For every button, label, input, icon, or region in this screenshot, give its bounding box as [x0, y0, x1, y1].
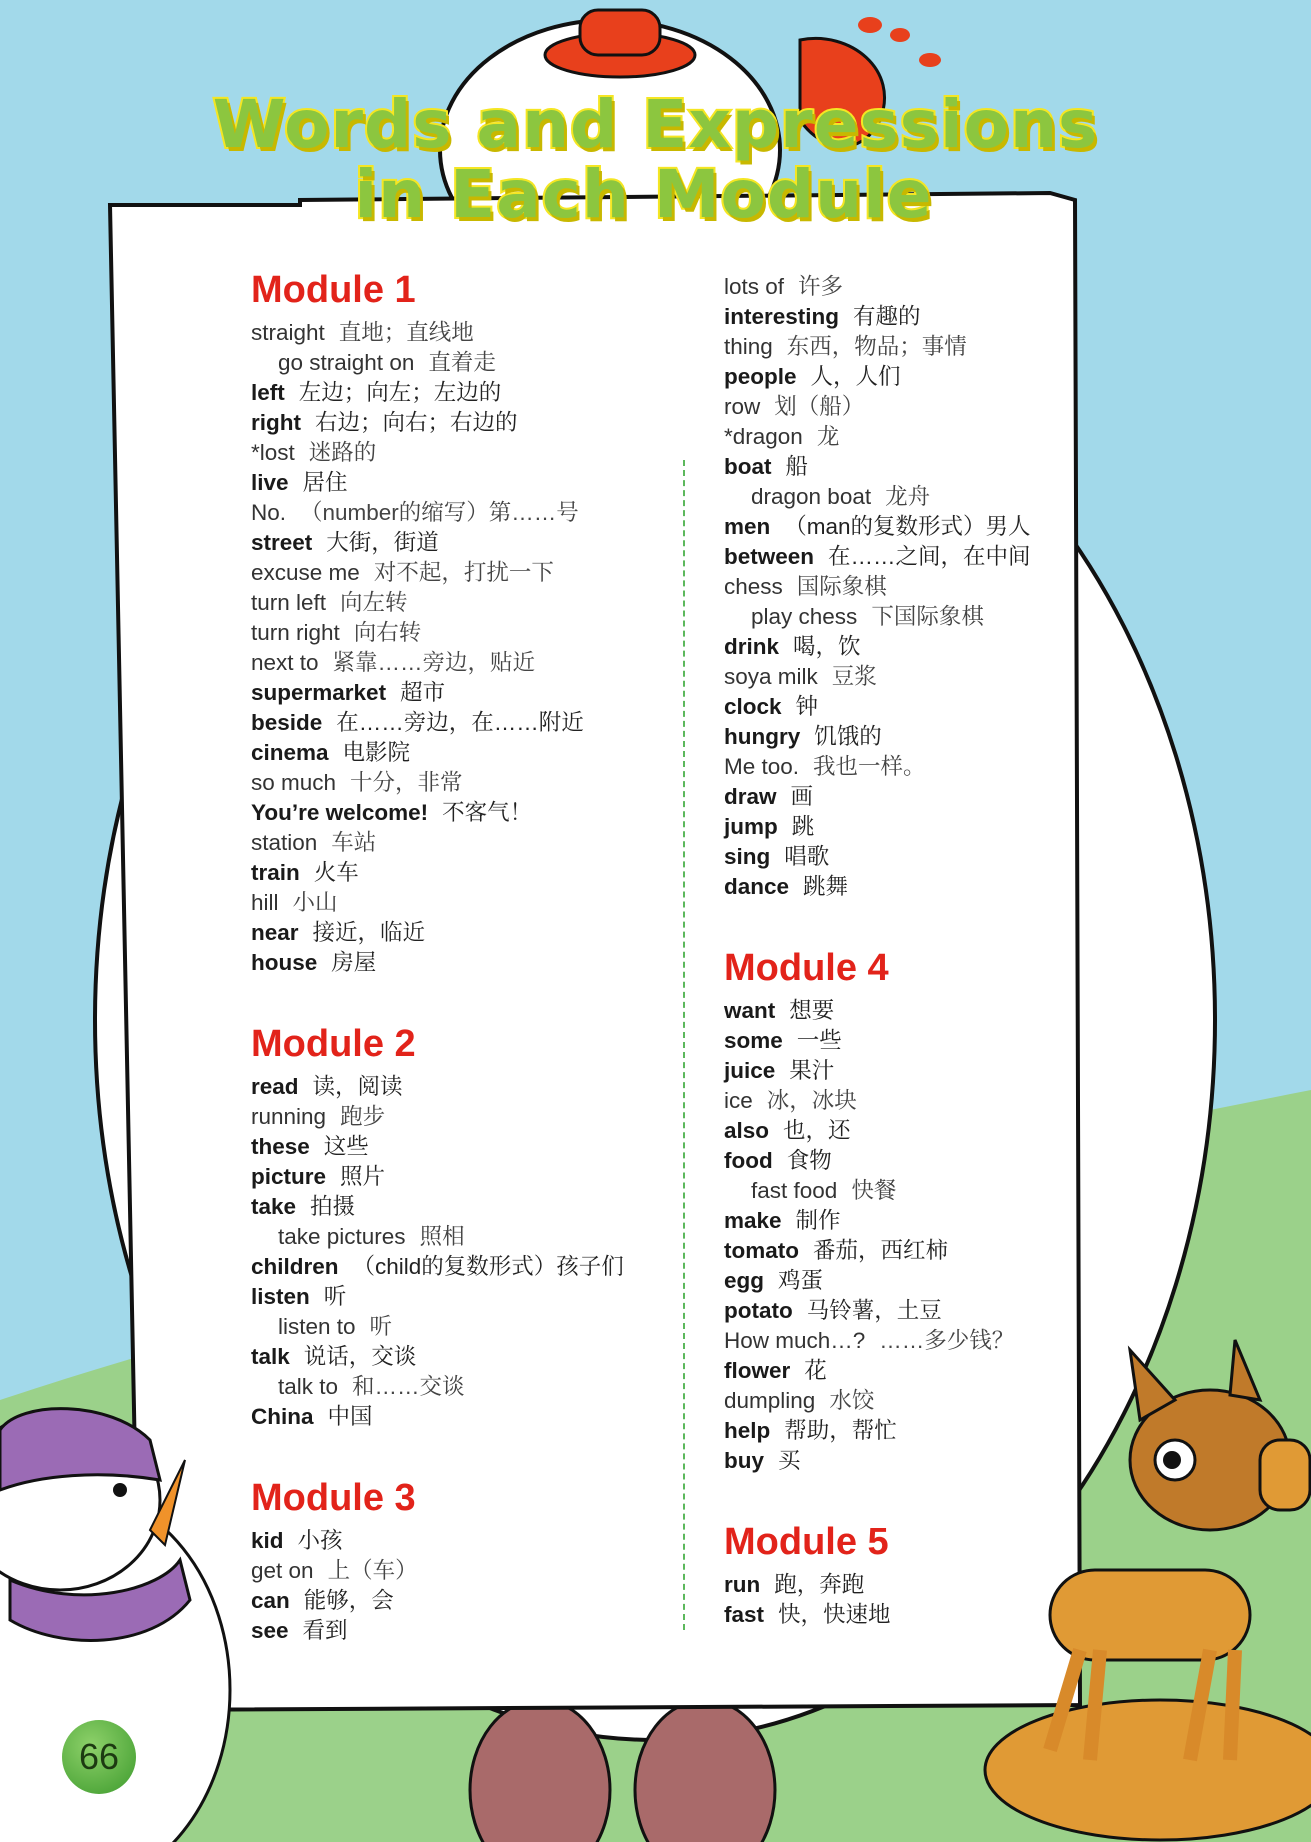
vocab-english: station [251, 830, 318, 855]
vocab-chinese: 唱歌 [784, 844, 830, 869]
module-section [724, 946, 1124, 1476]
vocab-entry [724, 482, 1124, 512]
vocab-entry [724, 782, 1124, 812]
vocab-entry [251, 768, 671, 798]
vocab-chinese: 拍摄 [310, 1194, 356, 1219]
vocab-entry [251, 648, 671, 678]
vocab-entry [724, 1026, 1124, 1056]
vocab-chinese: 帮助，帮忙 [784, 1418, 897, 1443]
vocab-chinese: 快，快速地 [778, 1602, 891, 1627]
vocab-english: dragon boat [751, 484, 872, 509]
vocab-english: jump [724, 814, 778, 839]
vocab-chinese: （number的缩写）第……号 [300, 500, 579, 525]
vocab-chinese: 果汁 [789, 1058, 835, 1083]
vocab-entry [724, 1236, 1124, 1266]
vocab-english: straight [251, 320, 325, 345]
vocab-entry [724, 1600, 1124, 1630]
vocab-entry [724, 1446, 1124, 1476]
vocab-entry [251, 708, 671, 738]
vocab-chinese: 说话，交谈 [303, 1344, 417, 1369]
vocab-entry [724, 272, 1124, 302]
vocab-entry [724, 662, 1124, 692]
vocab-english: people [724, 364, 797, 389]
vocab-chinese: 车站 [331, 830, 377, 855]
vocab-english: egg [724, 1268, 765, 1293]
vocab-english: excuse me [251, 560, 360, 585]
vocab-english: men [724, 514, 771, 539]
vocab-english: tomato [724, 1238, 799, 1263]
vocab-entry [724, 632, 1124, 662]
vocab-entry [251, 948, 671, 978]
vocab-entry [251, 858, 671, 888]
vocab-chinese: 小孩 [297, 1528, 343, 1553]
vocab-english: flower [724, 1358, 791, 1383]
vocab-english: so much [251, 770, 337, 795]
vocab-entry [724, 996, 1124, 1026]
page-number: 66 [62, 1720, 136, 1794]
vocab-entry [724, 332, 1124, 362]
module-section [724, 1520, 1124, 1630]
vocab-chinese: 上（车） [327, 1558, 418, 1583]
vocab-chinese: 豆浆 [831, 664, 877, 689]
vocab-chinese: 看到 [302, 1618, 348, 1643]
vocab-english: turn left [251, 590, 327, 615]
vocab-english: running [251, 1104, 327, 1129]
vocab-chinese: 跳 [791, 814, 815, 839]
vocab-english: go straight on [278, 350, 415, 375]
vocab-chinese: 冰，冰块 [766, 1088, 857, 1113]
vocab-entry [724, 812, 1124, 842]
vocab-english: near [251, 920, 299, 945]
vocab-entry [251, 1132, 671, 1162]
vocab-chinese: 买 [778, 1448, 801, 1473]
vocab-english: China [251, 1404, 314, 1429]
vocab-entry [724, 1206, 1124, 1236]
section-gap [251, 978, 671, 1022]
vocab-english: buy [724, 1448, 765, 1473]
vocab-chinese: 龙 [816, 424, 840, 449]
vocab-chinese: 左边；向左；左边的 [298, 380, 502, 405]
vocab-english: play chess [751, 604, 858, 629]
vocab-chinese: 这些 [323, 1134, 369, 1159]
vocab-chinese: 画 [790, 784, 814, 809]
vocab-chinese: 电影院 [342, 740, 411, 765]
section-gap [724, 902, 1124, 946]
vocab-english: *dragon [724, 424, 803, 449]
vocab-chinese: 喝，饮 [793, 634, 861, 659]
vocab-entry [724, 572, 1124, 602]
vocab-entry [724, 872, 1124, 902]
vocab-chinese: 花 [804, 1358, 827, 1383]
vocab-english: boat [724, 454, 772, 479]
vocab-english: right [251, 410, 301, 435]
vocab-entry [251, 1192, 671, 1222]
vocab-english: row [724, 394, 761, 419]
vocab-entry [251, 798, 671, 828]
vocab-entry [724, 542, 1124, 572]
vocab-chinese: 想要 [789, 998, 835, 1023]
vocab-chinese: 下国际象棋 [871, 604, 984, 629]
vocab-english: listen [251, 1284, 310, 1309]
vocab-english: see [251, 1618, 289, 1643]
vocab-entry [251, 888, 671, 918]
vocab-english: house [251, 950, 318, 975]
vocab-chinese: 也，还 [783, 1118, 851, 1143]
vocab-entry [251, 738, 671, 768]
vocab-english: want [724, 998, 776, 1023]
vocab-chinese: 小山 [292, 890, 338, 915]
vocab-entry [251, 918, 671, 948]
vocab-chinese: 国际象棋 [796, 574, 887, 599]
vocab-chinese: 龙舟 [885, 484, 931, 509]
vocab-chinese: 能够，会 [303, 1588, 394, 1613]
vocab-entry [251, 438, 671, 468]
right-column [724, 272, 1124, 1630]
vocab-chinese: 人，人们 [810, 364, 901, 389]
vocab-chinese: 右边；向右；右边的 [315, 410, 518, 435]
vocab-chinese: 和……交谈 [352, 1374, 465, 1399]
vocab-entry [724, 302, 1124, 332]
vocab-chinese: 水饺 [829, 1388, 875, 1413]
vocab-english: chess [724, 574, 783, 599]
vocab-chinese: 火车 [313, 860, 359, 885]
vocab-entry [251, 318, 671, 348]
vocab-chinese: 十分，非常 [350, 770, 463, 795]
vocab-chinese: 食物 [786, 1148, 832, 1173]
vocab-entry [724, 1356, 1124, 1386]
vocab-entry [724, 1116, 1124, 1146]
vocab-chinese: 鸡蛋 [778, 1268, 824, 1293]
vocab-entry [251, 618, 671, 648]
vocab-english: clock [724, 694, 782, 719]
vocab-english: dance [724, 874, 790, 899]
vocab-entry [724, 1386, 1124, 1416]
vocab-entry [724, 1296, 1124, 1326]
vocab-entry [251, 1586, 671, 1616]
vocab-chinese: 在……旁边，在……附近 [336, 710, 584, 735]
vocab-entry [724, 722, 1124, 752]
vocab-english: supermarket [251, 680, 387, 705]
vocab-english: thing [724, 334, 773, 359]
vocab-entry [724, 1056, 1124, 1086]
section-gap [724, 1476, 1124, 1520]
vocab-chinese: 直地；直线地 [338, 320, 474, 345]
vocab-english: No. [251, 500, 287, 525]
vocab-english: some [724, 1028, 783, 1053]
vocab-english: left [251, 380, 285, 405]
vocab-entry [251, 1162, 671, 1192]
vocab-entry [251, 528, 671, 558]
vocab-english: soya milk [724, 664, 818, 689]
vocab-english: interesting [724, 304, 840, 329]
vocab-entry [251, 678, 671, 708]
vocab-english: fast food [751, 1178, 838, 1203]
vocab-entry [251, 1072, 671, 1102]
vocab-entry [251, 348, 671, 378]
vocab-english: help [724, 1418, 771, 1443]
module-section [724, 272, 1124, 902]
vocab-chinese: 马铃薯，土豆 [806, 1298, 942, 1323]
vocab-chinese: 直着走 [428, 350, 496, 375]
left-column [251, 268, 671, 1646]
vocab-english: *lost [251, 440, 295, 465]
vocab-entry [251, 558, 671, 588]
vocab-english: listen to [278, 1314, 356, 1339]
vocab-chinese: 制作 [795, 1208, 841, 1233]
vocab-chinese: 跳舞 [803, 874, 849, 899]
vocab-english: children [251, 1254, 339, 1279]
vocab-chinese: 划（船） [774, 394, 865, 419]
vocab-english: take pictures [278, 1224, 406, 1249]
section-gap [251, 1432, 671, 1476]
vocab-chinese: 大街，街道 [326, 530, 439, 555]
vocab-english: food [724, 1148, 773, 1173]
vocab-english: next to [251, 650, 319, 675]
vocab-english: live [251, 470, 289, 495]
vocab-chinese: 照相 [419, 1224, 465, 1249]
vocab-entry [724, 1176, 1124, 1206]
vocab-entry [251, 1312, 671, 1342]
vocab-chinese: 迷路的 [308, 440, 377, 465]
vocab-entry [724, 422, 1124, 452]
vocab-entry [724, 392, 1124, 422]
module-heading: Module 5 [724, 1521, 889, 1563]
vocab-chinese: 中国 [327, 1404, 373, 1429]
vocab-chinese: 听 [369, 1314, 393, 1339]
vocab-chinese: 向左转 [340, 590, 408, 615]
vocab-entry [251, 1282, 671, 1312]
vocab-english: beside [251, 710, 323, 735]
vocab-chinese: 跑，奔跑 [774, 1572, 865, 1597]
vocab-entry [251, 498, 671, 528]
vocab-english: run [724, 1572, 761, 1597]
vocab-entry [724, 602, 1124, 632]
vocab-chinese: 船 [785, 454, 809, 479]
vocab-entry [724, 752, 1124, 782]
vocab-chinese: 番茄，西红柿 [813, 1238, 949, 1263]
vocab-english: between [724, 544, 815, 569]
vocab-english: get on [251, 1558, 314, 1583]
vocab-english: take [251, 1194, 297, 1219]
vocab-english: hill [251, 890, 279, 915]
module-section [251, 1022, 671, 1432]
vocab-chinese: 不客气！ [442, 800, 533, 825]
vocab-chinese: 照片 [340, 1164, 386, 1189]
vocab-english: these [251, 1134, 310, 1159]
vocab-entry [724, 1086, 1124, 1116]
vocab-english: fast [724, 1602, 765, 1627]
vocab-entry [251, 1252, 671, 1282]
vocab-english: potato [724, 1298, 793, 1323]
vocab-english: hungry [724, 724, 801, 749]
vocab-chinese: （child的复数形式）孩子们 [352, 1254, 624, 1279]
vocab-entry [251, 408, 671, 438]
vocab-entry [724, 1266, 1124, 1296]
vocab-english: drink [724, 634, 780, 659]
vocab-chinese: 东西，物品；事情 [786, 334, 967, 359]
vocab-chinese: 我也一样。 [813, 754, 926, 779]
vocab-entry [724, 1416, 1124, 1446]
vocab-entry [724, 362, 1124, 392]
vocab-english: train [251, 860, 300, 885]
vocab-entry [724, 692, 1124, 722]
vocab-chinese: 对不起，打扰一下 [373, 560, 554, 585]
vocab-english: picture [251, 1164, 327, 1189]
vocab-english: turn right [251, 620, 340, 645]
vocab-chinese: 钟 [795, 694, 819, 719]
vocab-chinese: 紧靠……旁边，贴近 [332, 650, 536, 675]
vocab-chinese: 房屋 [331, 950, 377, 975]
vocab-entry [251, 828, 671, 858]
vocab-entry [724, 452, 1124, 482]
vocab-entry [724, 1146, 1124, 1176]
vocab-chinese: 有趣的 [853, 304, 921, 329]
vocab-chinese: 跑步 [340, 1104, 386, 1129]
vocab-chinese: 读，阅读 [312, 1074, 403, 1099]
vocab-chinese: 许多 [798, 274, 844, 299]
vocab-entry [251, 1526, 671, 1556]
vocab-entry [724, 1326, 1124, 1356]
vocab-english: read [251, 1074, 299, 1099]
vocab-chinese: 居住 [302, 470, 348, 495]
vocab-english: juice [724, 1058, 776, 1083]
vocab-entry [251, 1222, 671, 1252]
vocab-chinese: 在……之间，在中间 [828, 544, 1031, 569]
column-divider [683, 460, 685, 1630]
vocab-entry [251, 1556, 671, 1586]
vocab-entry [251, 1372, 671, 1402]
vocab-english: ice [724, 1088, 753, 1113]
vocab-entry [251, 468, 671, 498]
vocab-entry [251, 1402, 671, 1432]
vocab-chinese: 快餐 [851, 1178, 897, 1203]
vocab-chinese: 接近，临近 [312, 920, 426, 945]
vocab-entry [251, 1342, 671, 1372]
vocab-english: How much…? [724, 1328, 866, 1353]
vocab-entry [251, 378, 671, 408]
module-section [251, 1476, 671, 1646]
vocab-english: talk [251, 1344, 290, 1369]
module-heading: Module 1 [251, 269, 416, 311]
vocab-chinese: 超市 [400, 680, 446, 705]
vocab-english: also [724, 1118, 770, 1143]
vocab-english: Me too. [724, 754, 800, 779]
vocab-chinese: 向右转 [353, 620, 422, 645]
vocab-entry [251, 1102, 671, 1132]
page-title-line1: Words and Expressions [212, 86, 1099, 163]
vocab-entry [724, 842, 1124, 872]
vocab-english: sing [724, 844, 771, 869]
vocab-entry [724, 1570, 1124, 1600]
vocab-english: kid [251, 1528, 284, 1553]
vocab-chinese: 听 [323, 1284, 347, 1309]
vocab-chinese: 一些 [796, 1028, 842, 1053]
module-heading: Module 4 [724, 947, 889, 989]
vocab-chinese: 饥饿的 [814, 724, 882, 749]
vocab-english: dumpling [724, 1388, 816, 1413]
vocab-entry [251, 1616, 671, 1646]
module-heading: Module 2 [251, 1023, 416, 1065]
vocab-entry [251, 588, 671, 618]
vocab-english: lots of [724, 274, 785, 299]
vocab-english: draw [724, 784, 777, 809]
vocab-english: can [251, 1588, 290, 1613]
module-section [251, 268, 671, 978]
vocab-english: talk to [278, 1374, 339, 1399]
vocab-chinese: （man的复数形式）男人 [784, 514, 1031, 539]
module-heading: Module 3 [251, 1477, 416, 1519]
vocab-english: You’re welcome! [251, 800, 429, 825]
vocab-english: cinema [251, 740, 329, 765]
vocab-english: street [251, 530, 313, 555]
page-title-line2: in Each Module [354, 156, 933, 233]
vocab-entry [724, 512, 1124, 542]
vocab-english: make [724, 1208, 782, 1233]
vocab-chinese: ……多少钱？ [879, 1328, 1015, 1353]
